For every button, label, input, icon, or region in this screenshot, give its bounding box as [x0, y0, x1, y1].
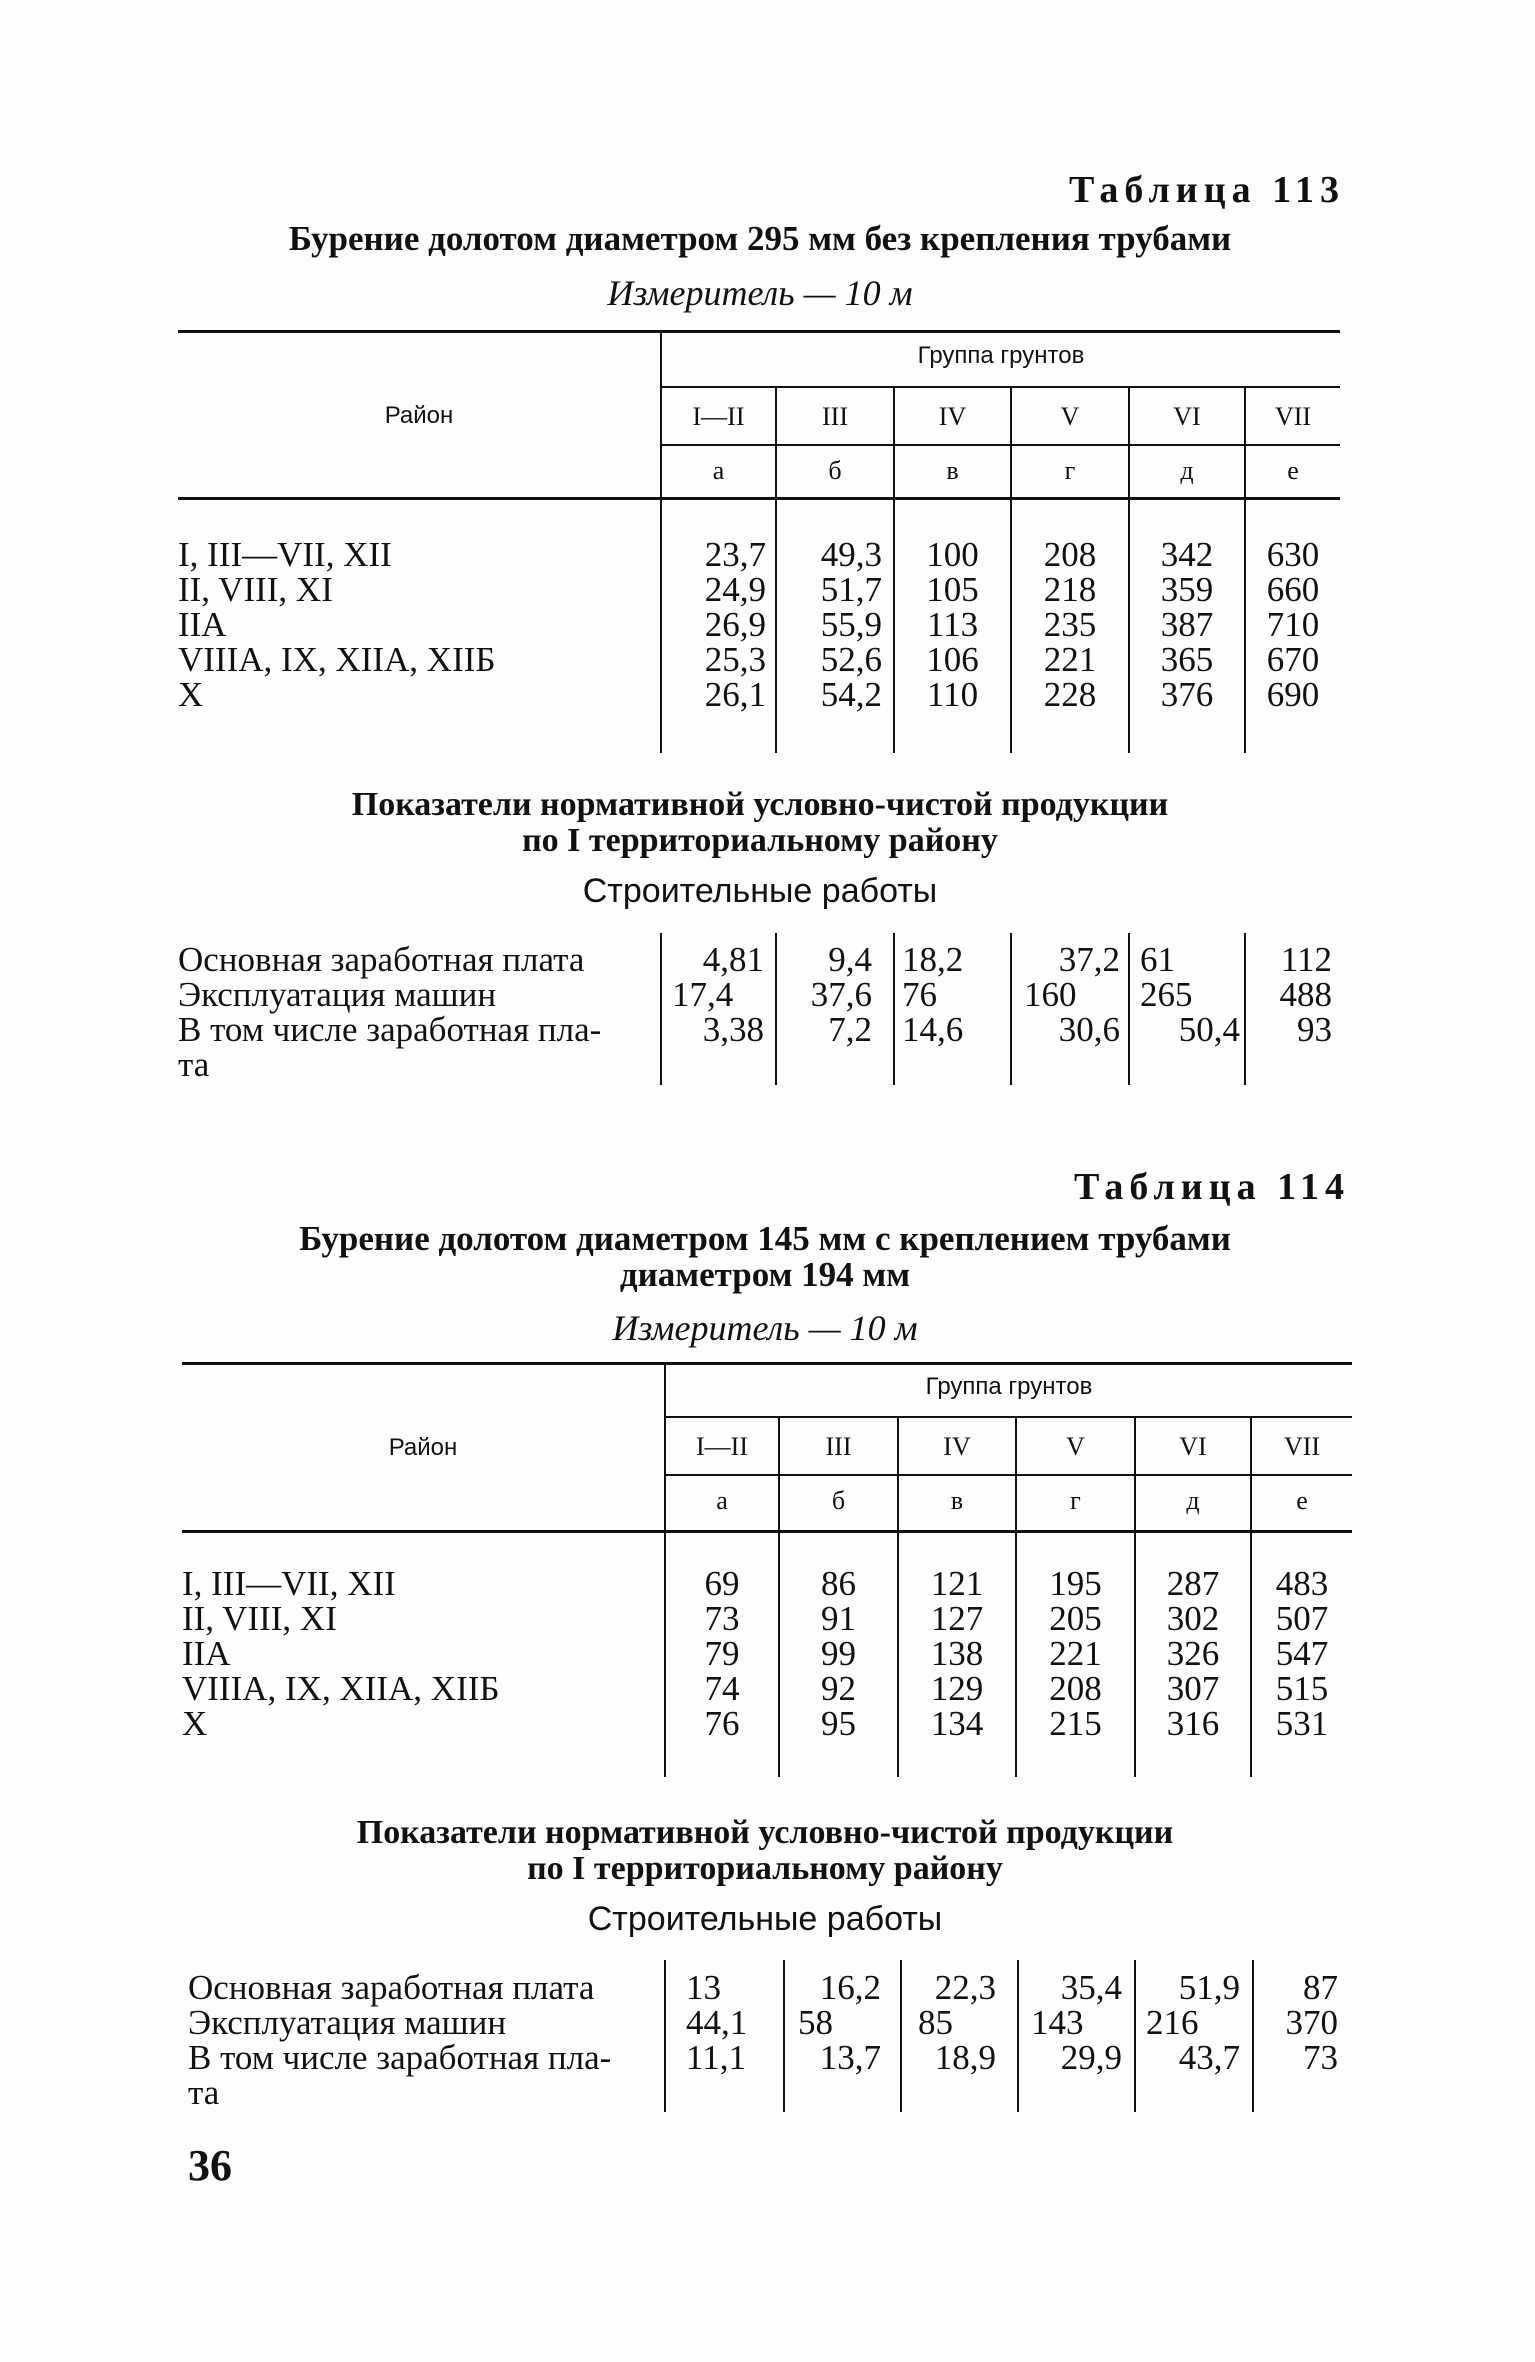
table-114-cell: 515: [1275, 1669, 1329, 1708]
table-114-cell: 99: [821, 1634, 856, 1673]
indicator-cell: 85: [918, 2003, 953, 2042]
table-113-cell: 52,6: [820, 640, 882, 679]
table-113-cell: 221: [1043, 640, 1097, 679]
indicator-cell: 216: [1146, 2003, 1199, 2042]
indicator-cell: 61: [1140, 940, 1175, 979]
indicator-cell: 9,4: [828, 940, 872, 979]
indicator-cell: 14,6: [902, 1010, 964, 1049]
indicator-cell: 37,2: [1058, 940, 1120, 979]
table-113-region: IIA: [178, 605, 227, 644]
table-114-region: X: [182, 1704, 208, 1743]
table-114-region: IIA: [182, 1634, 231, 1673]
table-113-header-rule: [178, 497, 1340, 500]
indicator-label: В том числе заработная пла-: [178, 1010, 602, 1049]
table-114-cell: 205: [1049, 1599, 1102, 1638]
table-114-letter-label: в: [950, 1486, 964, 1515]
table-114-cell: 129: [930, 1669, 984, 1708]
table-114-unit: Измеритель — 10 м: [612, 1308, 918, 1348]
indicator-cell: 17,4: [672, 975, 734, 1014]
table-114-cell: 208: [1049, 1669, 1102, 1708]
table-113-cell: 235: [1043, 605, 1097, 644]
table-114-group-rule: [664, 1416, 1352, 1418]
table-114-letter-label: д: [1186, 1486, 1200, 1515]
table-114-letter-label: а: [716, 1486, 728, 1515]
table-113-indicators-title-2: по I территориальному району: [522, 822, 998, 859]
table-114-title-2: диаметром 194 мм: [619, 1255, 911, 1294]
table-114-letter-rule: [664, 1474, 1352, 1476]
page-number: 36: [188, 2141, 232, 2190]
table-114-cell: 69: [704, 1564, 740, 1603]
indicator-cell: 44,1: [686, 2003, 748, 2042]
indicator-label: Эксплуатация машин: [178, 975, 497, 1014]
indicator-cell: 73: [1303, 2038, 1338, 2077]
table-113-cell: 51,7: [820, 570, 882, 609]
table-114-indicators-subtitle: Строительные работы: [587, 1900, 943, 1938]
table-113-cell: 387: [1160, 605, 1214, 644]
table-114-cell: 326: [1166, 1634, 1220, 1673]
table-113-cell: 218: [1043, 570, 1097, 609]
table-113-title: Бурение долотом диаметром 295 мм без крепления трубами: [288, 219, 1232, 258]
table-114-cell: 73: [704, 1599, 740, 1638]
table-113-cell: 26,9: [704, 605, 766, 644]
table-114-cell: 221: [1049, 1634, 1102, 1673]
indicator-cell: 93: [1297, 1010, 1332, 1049]
table-113-cell: 342: [1160, 535, 1214, 574]
table-113-letter-label: в: [946, 456, 959, 485]
table-113-unit: Измеритель — 10 м: [607, 273, 913, 313]
table-114-region: II, VIII, XI: [182, 1599, 337, 1638]
table-114-cell: 195: [1049, 1564, 1102, 1603]
table-113-group-label: VII: [1274, 402, 1312, 431]
table-113-group-label: V: [1060, 402, 1080, 431]
indicator-cell: 22,3: [934, 1968, 996, 2007]
table-113-cell: 228: [1043, 675, 1097, 714]
indicator-cell: 76: [902, 975, 937, 1014]
indicator-cell: 16,2: [819, 1968, 881, 2007]
indicator-label: В том числе заработная пла-: [188, 2038, 612, 2077]
table-114-title: Бурение долотом диаметром 145 мм с креплением трубами: [299, 1219, 1231, 1258]
indicator-cell: 4,81: [702, 940, 764, 979]
indicator-cell: 13,7: [819, 2038, 881, 2077]
table-113-indicator-divider: [1128, 933, 1130, 1085]
indicator-cell: 18,9: [934, 2038, 996, 2077]
indicator-label: Основная заработная плата: [178, 940, 585, 979]
table-113-group-label: IV: [938, 402, 967, 431]
table-114-cell: 91: [821, 1599, 856, 1638]
table-114-letter-label: г: [1070, 1486, 1081, 1515]
indicator-cell: 87: [1303, 1968, 1338, 2007]
table-114-cell: 307: [1166, 1669, 1220, 1708]
table-113-group-rule: [660, 386, 1340, 388]
table-114-cell: 121: [930, 1564, 984, 1603]
table-113-cell: 359: [1160, 570, 1214, 609]
table-113-region: X: [178, 675, 204, 714]
table-114-cell: 74: [704, 1669, 740, 1708]
table-113-indicators-subtitle: Строительные работы: [582, 872, 938, 910]
indicator-cell: 265: [1140, 975, 1193, 1014]
table-114-cell: 79: [704, 1634, 740, 1673]
table-113-number: Таблица 113: [1069, 169, 1345, 211]
table-113-cell: 710: [1266, 605, 1320, 644]
table-114-cell: 483: [1275, 1564, 1329, 1603]
table-113-cell: 630: [1266, 535, 1320, 574]
table-113-cell: 54,2: [820, 675, 882, 714]
indicator-cell: 58: [798, 2003, 833, 2042]
table-113-indicators-title: Показатели нормативной условно-чистой продукции: [351, 786, 1169, 823]
table-113-letter-label: е: [1287, 456, 1299, 485]
indicator-cell: 30,6: [1058, 1010, 1120, 1049]
table-114-letter-label: е: [1296, 1486, 1308, 1515]
table-113-cell: 365: [1160, 640, 1214, 679]
table-113-cell: 49,3: [820, 535, 882, 574]
table-113-cell: 106: [926, 640, 979, 679]
table-114-letter-label: б: [831, 1486, 846, 1515]
table-113-cell: 670: [1266, 640, 1320, 679]
table-113-cell: 55,9: [820, 605, 882, 644]
table-114-cell: 95: [821, 1704, 856, 1743]
table-113-group-header: Группа грунтов: [917, 342, 1085, 369]
table-113-region-header: Район: [384, 402, 454, 429]
table-113-cell: 105: [926, 570, 979, 609]
table-113-region: I, III—VII, XII: [178, 535, 392, 574]
table-114-group-label: VII: [1283, 1432, 1321, 1461]
table-114-group-label: V: [1066, 1432, 1085, 1461]
table-114-group-label: VI: [1179, 1432, 1207, 1461]
table-113-cell: 26,1: [704, 675, 766, 714]
table-113-letter-rule: [660, 444, 1340, 446]
table-113-letter-label: г: [1064, 456, 1076, 485]
indicator-label-cont: та: [178, 1045, 210, 1084]
indicator-cell: 18,2: [902, 940, 964, 979]
table-113-letter-label: б: [828, 456, 842, 485]
indicator-cell: 29,9: [1060, 2038, 1122, 2077]
indicator-label: Эксплуатация машин: [188, 2003, 507, 2042]
table-114-group-header: Группа грунтов: [925, 1373, 1093, 1400]
table-114-cell: 134: [930, 1704, 984, 1743]
indicator-cell: 37,6: [810, 975, 872, 1014]
table-113-letter-label: д: [1180, 456, 1194, 485]
table-114-indicator-divider: [664, 1960, 666, 2112]
table-114-cell: 76: [704, 1704, 740, 1743]
table-114-top-rule: [182, 1362, 1352, 1365]
indicator-cell: 50,4: [1178, 1010, 1240, 1049]
table-113-group-label: VI: [1173, 402, 1201, 431]
table-113-cell: 376: [1160, 675, 1214, 714]
indicator-label-cont: та: [188, 2073, 220, 2112]
table-113-region: II, VIII, XI: [178, 570, 333, 609]
indicator-cell: 13: [686, 1968, 721, 2007]
table-114-cell: 507: [1275, 1599, 1329, 1638]
table-113-cell: 208: [1043, 535, 1097, 574]
table-114-number: Таблица 114: [1074, 1166, 1350, 1208]
table-113-top-rule: [178, 330, 1340, 333]
table-114-cell: 127: [930, 1599, 984, 1638]
indicator-cell: 3,38: [702, 1010, 764, 1049]
indicator-cell: 160: [1024, 975, 1077, 1014]
table-114-header-rule: [182, 1530, 1352, 1533]
indicator-cell: 370: [1285, 2003, 1338, 2042]
table-114-region: VIIIA, IX, XIIA, XIIБ: [182, 1669, 500, 1708]
table-113-region: VIIIA, IX, XIIA, XIIБ: [178, 640, 496, 679]
table-113-cell: 23,7: [704, 535, 766, 574]
table-113-cell: 110: [926, 675, 979, 714]
table-113-cell: 25,3: [704, 640, 766, 679]
table-113-group-label: I—II: [692, 402, 745, 431]
table-114-cell: 316: [1166, 1704, 1220, 1743]
indicator-cell: 488: [1279, 975, 1332, 1014]
table-113-cell: 660: [1266, 570, 1320, 609]
table-114-cell: 531: [1275, 1704, 1329, 1743]
indicator-label: Основная заработная плата: [188, 1968, 595, 2007]
table-113-indicator-divider: [893, 933, 895, 1085]
table-114-region: I, III—VII, XII: [182, 1564, 396, 1603]
table-114-region-header: Район: [388, 1434, 458, 1461]
indicator-cell: 35,4: [1060, 1968, 1122, 2007]
indicator-cell: 7,2: [828, 1010, 872, 1049]
table-114-cell: 138: [930, 1634, 984, 1673]
table-113-group-label: III: [822, 402, 848, 431]
indicator-cell: 143: [1031, 2003, 1084, 2042]
table-114-group-label: IV: [943, 1432, 971, 1461]
table-113-cell: 690: [1266, 675, 1320, 714]
table-114-cell: 92: [821, 1669, 856, 1708]
table-114-group-label: I—II: [696, 1432, 748, 1461]
table-114-cell: 547: [1275, 1634, 1329, 1673]
table-113-cell: 113: [926, 605, 979, 644]
indicator-cell: 112: [1280, 940, 1332, 979]
table-113-cell: 100: [926, 535, 979, 574]
table-114-cell: 287: [1166, 1564, 1220, 1603]
table-114-cell: 86: [821, 1564, 856, 1603]
indicator-cell: 11,1: [686, 2038, 746, 2077]
table-113-cell: 24,9: [704, 570, 766, 609]
table-114-indicators-title-2: по I территориальному району: [527, 1850, 1003, 1887]
table-114-cell: 302: [1166, 1599, 1220, 1638]
indicator-cell: 43,7: [1178, 2038, 1240, 2077]
table-114-indicators-title: Показатели нормативной условно-чистой продукции: [356, 1814, 1174, 1851]
table-114-group-label: III: [825, 1432, 852, 1461]
table-113-letter-label: а: [712, 456, 725, 485]
table-114-cell: 215: [1049, 1704, 1102, 1743]
indicator-cell: 51,9: [1178, 1968, 1240, 2007]
